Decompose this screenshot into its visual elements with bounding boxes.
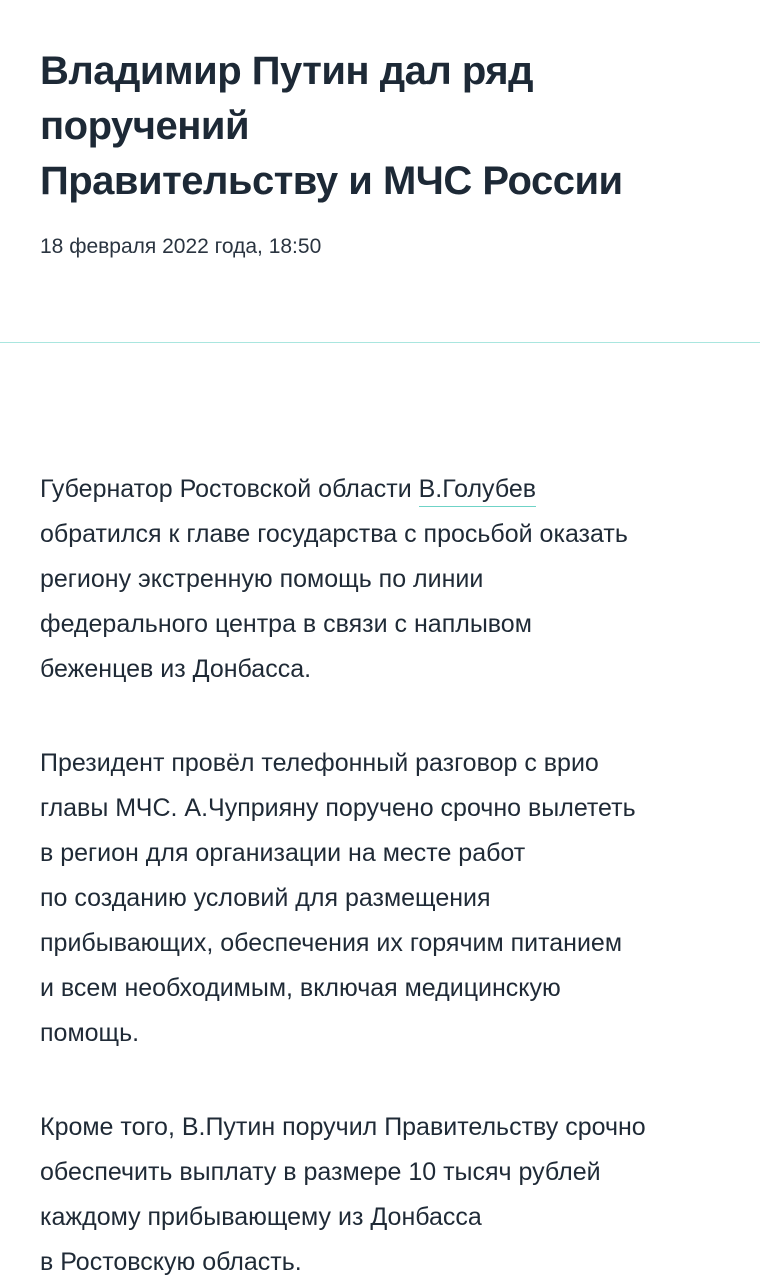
paragraph-1-line-5: беженцев из Донбасса.: [40, 655, 312, 683]
article-title-line-2: Правительству и МЧС России: [40, 159, 623, 203]
paragraph-1-text-start: Губернатор Ростовской области: [40, 475, 419, 503]
paragraph-3-line-4: в Ростовскую область.: [40, 1248, 302, 1276]
article-paragraph-2: [40, 741, 730, 1056]
paragraph-2-line-6: и всем необходимым, включая медицинскую: [40, 974, 561, 1002]
paragraph-3-line-1: Кроме того, В.Путин поручил Правительству срочно: [40, 1113, 646, 1141]
paragraph-2-line-2: главы МЧС. А.Чуприяну поручено срочно вылететь: [40, 794, 636, 822]
paragraph-2-line-3: в регион для организации на месте работ: [40, 839, 526, 867]
paragraph-1-line-4: федерального центра в связи с наплывом: [40, 610, 532, 638]
header-divider: [0, 342, 760, 343]
paragraph-3-line-3: каждому прибывающему из Донбасса: [40, 1203, 482, 1231]
article-paragraph-1: [40, 467, 730, 692]
article-title-line-1: Владимир Путин дал ряд поручений: [40, 49, 533, 148]
publish-date: 18 февраля 2022 года, 18:50: [40, 235, 322, 258]
paragraph-1-line-2: обратился к главе государства с просьбой оказать: [40, 520, 628, 548]
paragraph-2-line-5: прибывающих, обеспечения их горячим питанием: [40, 929, 623, 957]
paragraph-2-line-1: Президент провёл телефонный разговор с врио: [40, 749, 599, 777]
paragraph-3-line-2: обеспечить выплату в размере 10 тысяч рублей: [40, 1158, 601, 1186]
article-title: [40, 44, 730, 209]
paragraph-2-line-7: помощь.: [40, 1019, 140, 1047]
paragraph-2-line-4: по созданию условий для размещения: [40, 884, 491, 912]
paragraph-1-line-3: региону экстренную помощь по линии: [40, 565, 484, 593]
governor-link[interactable]: В.Голубев: [419, 475, 536, 507]
article-paragraph-3: [40, 1105, 730, 1285]
